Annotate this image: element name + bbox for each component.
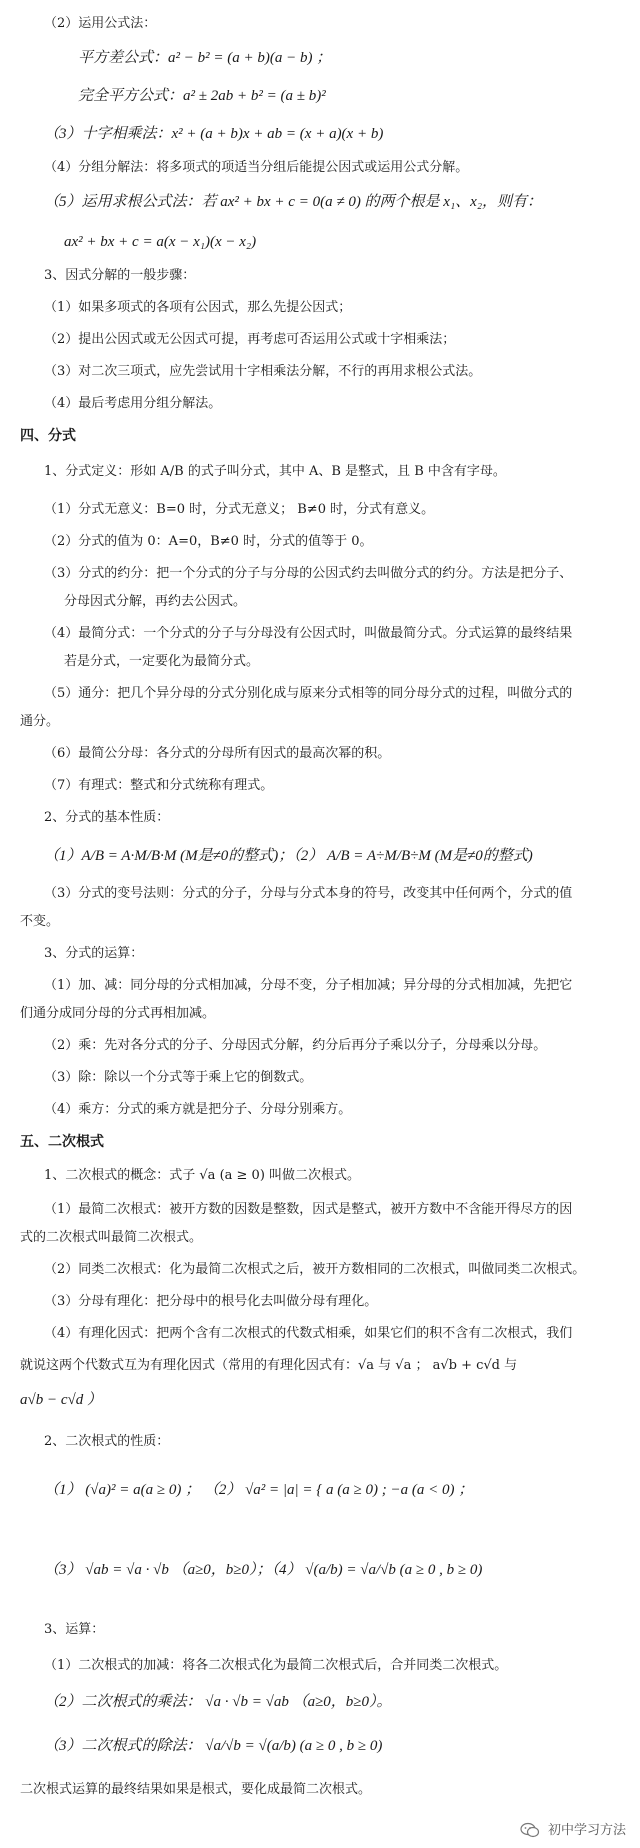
formula-line: （3）二次根式的除法： √a/√b = √(a/b) (a ≥ 0 , b ≥ 0): [44, 1738, 383, 1754]
text-line: （1）加、减：同分母的分式相加减，分母不变，分子相加减；异分母的分式相加减，先把它: [44, 978, 573, 993]
formula-line: a√b − c√d ）: [20, 1392, 102, 1408]
section-heading: 四、分式: [20, 428, 76, 444]
formula-line: （3）十字相乘法：x² + (a + b)x + ab = (x + a)(x + b): [44, 126, 384, 142]
formula-line: 完全平方公式：a² ± 2ab + b² = (a ± b)²: [78, 88, 326, 104]
text-line: 分母因式分解，再约去公因式。: [64, 594, 247, 609]
text-line: （2）乘：先对各分式的分子、分母因式分解，约分后再分子乘以分子，分母乘以分母。: [44, 1038, 547, 1053]
text-line: （3）分式的变号法则：分式的分子，分母与分式本身的符号，改变其中任何两个，分式的值: [44, 886, 573, 901]
text-line: （2）提出公因式或无公因式可提，再考虑可否运用公式或十字相乘法；: [44, 332, 456, 347]
formula-line: （1） (√a)² = a(a ≥ 0) ； （2） √a² = |a| = { a (a ≥ 0) ; −a (a < 0) ；: [44, 1482, 474, 1498]
text-line: 通分。: [20, 714, 60, 729]
formula-line: 平方差公式：a² − b² = (a + b)(a − b) ；: [78, 50, 332, 66]
text-line: （4）分组分解法：将多项式的项适当分组后能提公因式或运用公式分解。: [44, 160, 469, 175]
formula-line: （5）运用求根公式法：若 ax² + bx + c = 0(a ≠ 0) 的两个根是 x₁、x₂，则有：: [44, 194, 543, 210]
text-line: （4）最简分式：一个分式的分子与分母没有公因式时，叫做最简分式。分式运算的最终结果: [44, 626, 573, 641]
watermark: [520, 1819, 626, 1839]
text-line: 二次根式运算的最终结果如果是根式，要化成最简二次根式。: [20, 1782, 372, 1797]
text-line: 2、分式的基本性质：: [44, 810, 170, 825]
text-line: 3、运算：: [44, 1622, 105, 1637]
text-line: 就说这两个代数式互为有理化因式（常用的有理化因式有：√a 与 √a ； a√b + c√d 与: [20, 1358, 518, 1373]
text-line: 们通分成同分母的分式再相加减。: [20, 1006, 216, 1021]
text-line: （1）二次根式的加减：将各二次根式化为最简二次根式后，合并同类二次根式。: [44, 1658, 508, 1673]
text-line: （4）乘方：分式的乘方就是把分子、分母分别乘方。: [44, 1102, 352, 1117]
text-line: 3、分式的运算：: [44, 946, 144, 961]
text-line: 若是分式，一定要化为最简分式。: [64, 654, 260, 669]
text-line: （2）运用公式法：: [44, 16, 157, 31]
text-line: （1）如果多项式的各项有公因式，那么先提公因式；: [44, 300, 352, 315]
text-line: （3）分母有理化：把分母中的根号化去叫做分母有理化。: [44, 1294, 378, 1309]
text-line: （4）最后考虑用分组分解法。: [44, 396, 222, 411]
formula-line: ax² + bx + c = a(x − x₁)(x − x₂): [64, 234, 257, 250]
text-line: 1、分式定义：形如 A/B 的式子叫分式，其中 A、B 是整式，且 B 中含有字母。: [44, 464, 506, 479]
text-line: （3）分式的约分：把一个分式的分子与分母的公因式约去叫做分式的约分。方法是把分子、: [44, 566, 573, 581]
text-line: （3）除：除以一个分式等于乘上它的倒数式。: [44, 1070, 313, 1085]
watermark-label: 初中学习方法: [547, 1822, 626, 1838]
text-line: （2）同类二次根式：化为最简二次根式之后，被开方数相同的二次根式，叫做同类二次根式。: [44, 1262, 586, 1277]
text-line: 式的二次根式叫最简二次根式。: [20, 1230, 203, 1245]
text-line: （1）分式无意义：B=0 时，分式无意义； B≠0 时，分式有意义。: [44, 502, 435, 517]
text-line: （7）有理式：整式和分式统称有理式。: [44, 778, 274, 793]
text-line: 3、因式分解的一般步骤：: [44, 268, 196, 283]
section-heading: 五、二次根式: [20, 1134, 104, 1150]
text-line: （5）通分：把几个异分母的分式分别化成与原来分式相等的同分母分式的过程，叫做分式的: [44, 686, 573, 701]
text-line: （2）分式的值为 0：A=0，B≠0 时，分式的值等于 0。: [44, 534, 373, 549]
text-line: 不变。: [20, 914, 60, 929]
formula-line: （2）二次根式的乘法： √a · √b = √ab （a≥0，b≥0）。: [44, 1694, 392, 1710]
text-line: （6）最简公分母：各分式的分母所有因式的最高次幂的积。: [44, 746, 391, 761]
formula-line: （1）A/B = A·M/B·M (M是≠0的整式)；（2） A/B = A÷M/B÷M (M是≠0的整式): [44, 848, 533, 864]
text-line: （3）对二次三项式，应先尝试用十字相乘法分解，不行的再用求根公式法。: [44, 364, 482, 379]
text-line: 1、二次根式的概念：式子 √a (a ≥ 0) 叫做二次根式。: [44, 1168, 361, 1183]
text-line: 2、二次根式的性质：: [44, 1434, 170, 1449]
formula-line: （3） √ab = √a · √b （a≥0，b≥0）；（4） √(a/b) = √a/√b (a ≥ 0 , b ≥ 0): [44, 1562, 483, 1578]
wechat-icon: [520, 1822, 540, 1838]
text-line: （1）最简二次根式：被开方数的因数是整数，因式是整式，被开方数中不含能开得尽方的因: [44, 1202, 573, 1217]
text-line: （4）有理化因式：把两个含有二次根式的代数式相乘，如果它们的积不含有二次根式，我们: [44, 1326, 573, 1341]
